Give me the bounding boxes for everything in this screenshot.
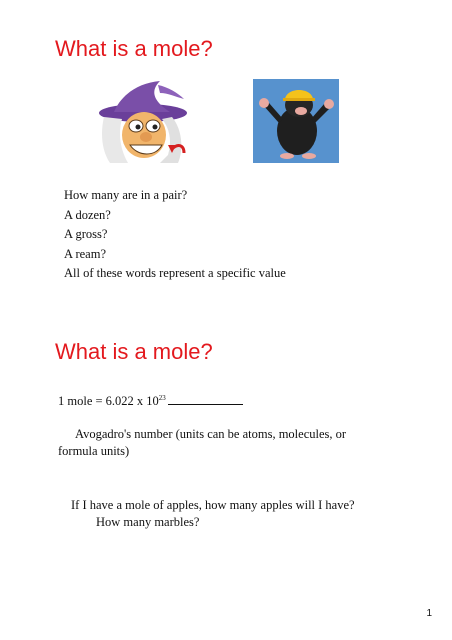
list-item: A dozen?: [64, 207, 111, 222]
fill-in-blank: [168, 392, 243, 405]
list-item: A gross?: [64, 227, 108, 241]
cartoon-wizard-image: [98, 79, 188, 164]
list-item: How many are in a pair?: [64, 188, 188, 202]
page-number: 1: [426, 608, 432, 619]
mole-definition-exponent: 23: [158, 394, 166, 402]
cartoon-mole-image: [253, 79, 339, 163]
slide-1-title: What is a mole?: [55, 36, 213, 61]
apples-question: If I have a mole of apples, how many apples will I have?: [71, 498, 355, 512]
mole-definition-text: 1 mole = 6.022 x 10: [58, 394, 159, 408]
slide-2-title: What is a mole?: [55, 339, 213, 364]
list-item: A ream?: [64, 246, 106, 261]
marbles-question: How many marbles?: [96, 515, 200, 529]
avogadro-note: Avogadro's number (units can be atoms, molecules, or formula units): [58, 427, 347, 458]
mole-definition: [58, 390, 243, 410]
slide-1-bullet-list: [64, 186, 286, 284]
list-item: All of these words represent a specific value: [64, 266, 286, 280]
